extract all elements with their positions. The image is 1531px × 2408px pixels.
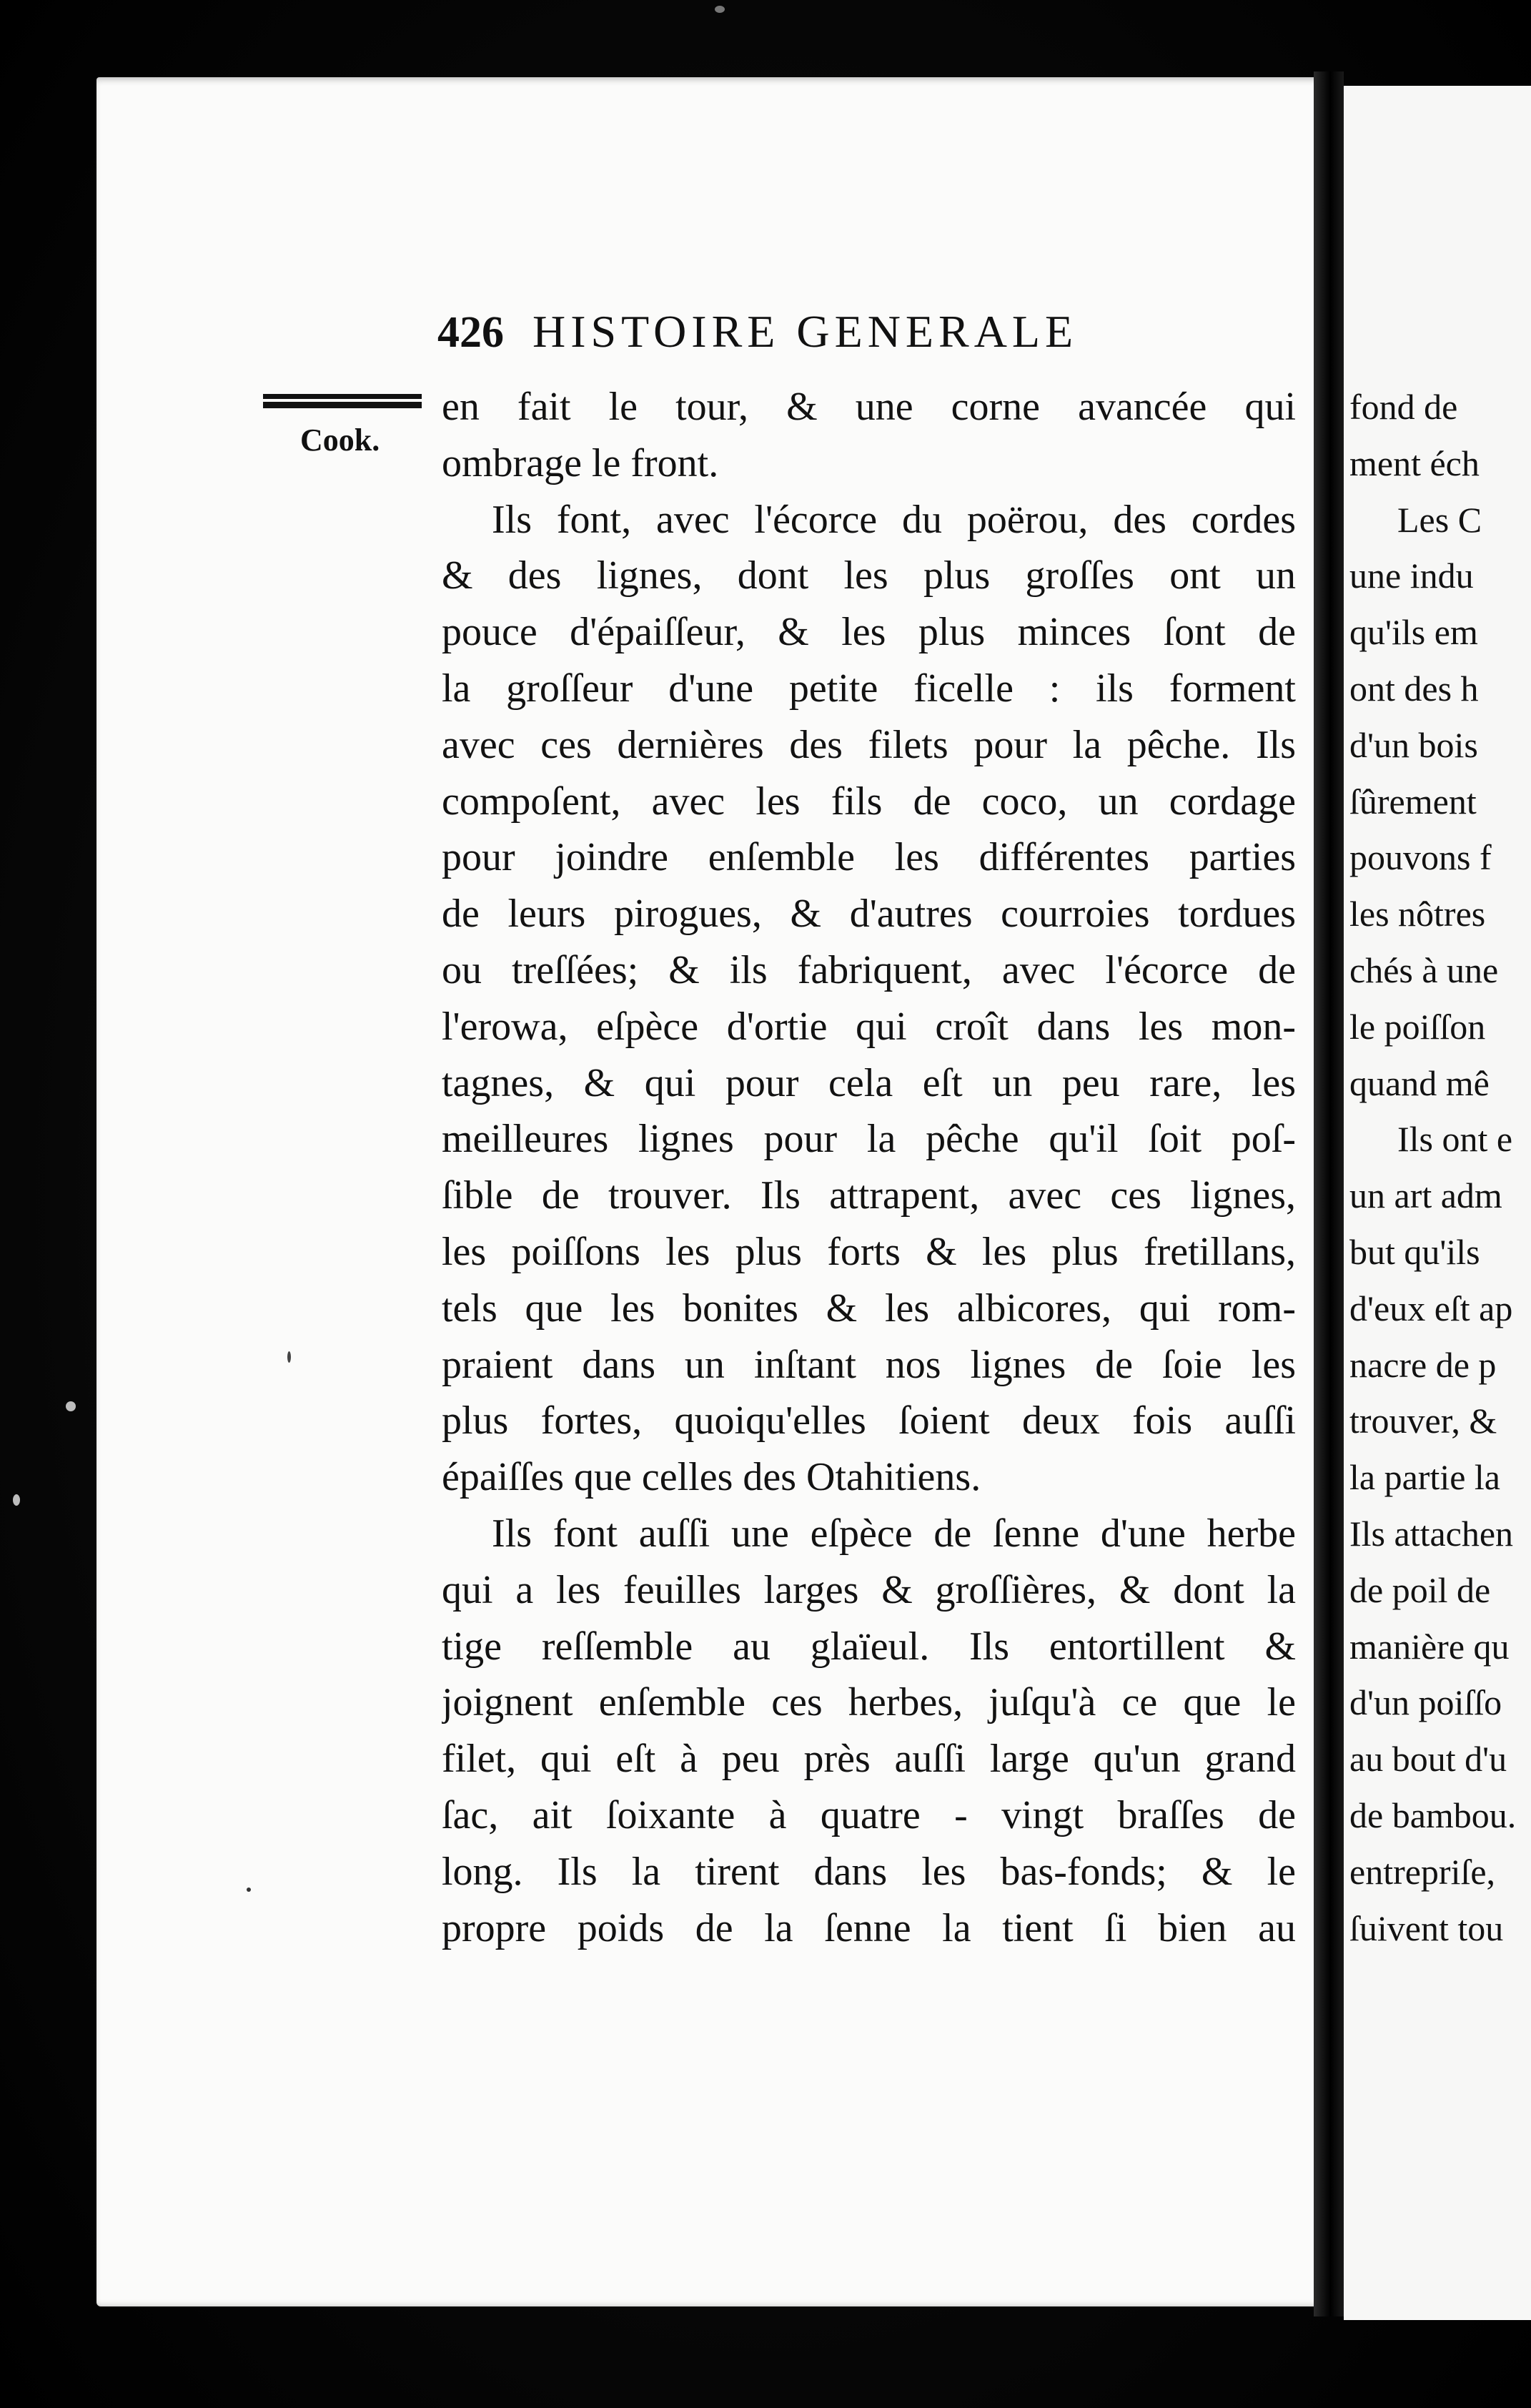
dust-speck [66, 1401, 76, 1411]
right-page-line: ſûrement [1349, 781, 1477, 821]
text-line: joignent enſemble ces herbes, juſqu'à ce que le [442, 1680, 1296, 1725]
body-text [442, 379, 1296, 1956]
text-line: pouce d'épaiſſeur, & les plus minces ſont de [442, 610, 1296, 655]
right-page-line: au bout d'u [1349, 1739, 1507, 1780]
right-page-line: d'un bois [1349, 724, 1478, 765]
text-line: Ils font, avec l'écorce du poërou, des cordes [492, 497, 1296, 542]
right-page-line: quand mê [1349, 1062, 1490, 1103]
rule-bar-top [263, 394, 422, 399]
right-page-line: fond de [1349, 387, 1458, 427]
page-number: 426 [437, 308, 504, 357]
rule-bar-bottom [263, 402, 422, 408]
right-page-line: manière qu [1349, 1626, 1510, 1667]
right-page-line: ont des h [1349, 668, 1479, 709]
right-page-line: un art adm [1349, 1175, 1502, 1216]
dust-speck [287, 1351, 291, 1363]
text-line: filet, qui eſt à peu près auſſi large qu'un grand [442, 1737, 1296, 1782]
page-header [437, 305, 1288, 370]
text-line: la groſſeur d'une petite ficelle : ils forment [442, 666, 1296, 711]
right-page-line: la partie la [1349, 1457, 1500, 1498]
right-page-line: pouvons f [1349, 837, 1492, 878]
text-line: les poiſſons les plus forts & les plus fretillans, [442, 1229, 1296, 1274]
right-page-line: Ils attachen [1349, 1513, 1514, 1554]
right-page-line: qu'ils em [1349, 612, 1478, 653]
text-line: praient dans un inſtant nos lignes de ſoie les [442, 1342, 1296, 1387]
right-page-line: entrepriſe, [1349, 1851, 1496, 1892]
right-page-line: les nôtres [1349, 894, 1486, 934]
book-gutter [1314, 71, 1344, 2316]
text-line: avec ces dernières des filets pour la pêche. Ils [442, 722, 1296, 767]
text-line: tels que les bonites & les albicores, qui rom- [442, 1286, 1296, 1331]
right-page-line: chés à une [1349, 949, 1499, 990]
dust-speck [715, 6, 725, 13]
right-page-line: Les C [1397, 499, 1482, 540]
text-line: en fait le tour, & une corne avancée qui [442, 385, 1296, 429]
text-line: Ils font auſſi une eſpèce de ſenne d'une herbe [492, 1511, 1296, 1556]
right-page-line: d'un poiſſo [1349, 1682, 1502, 1723]
text-line: long. Ils la tirent dans les bas-fonds; & le [442, 1849, 1296, 1894]
text-line: tagnes, & qui pour cela eſt un peu rare, les [442, 1060, 1296, 1105]
right-page-line: le poiſſon [1349, 1006, 1486, 1047]
right-page-line: d'eux eſt ap [1349, 1288, 1513, 1328]
right-page-line: de bambou. [1349, 1795, 1517, 1835]
right-page-line: nacre de p [1349, 1344, 1497, 1385]
right-page-line: Ils ont e [1397, 1119, 1513, 1160]
text-line: pour joindre enſemble les différentes parties [442, 835, 1296, 880]
running-head: HISTOIRE GENERALE [532, 306, 1079, 357]
dust-speck [247, 1888, 251, 1892]
text-line: l'erowa, eſpèce d'ortie qui croît dans les mon- [442, 1004, 1296, 1049]
text-line: ſible de trouver. Ils attrapent, avec ces lignes, [442, 1173, 1296, 1218]
text-line: compoſent, avec les fils de coco, un cordage [442, 779, 1296, 824]
text-line: & des lignes, dont les plus groſſes ont un [442, 553, 1296, 598]
right-page-text [1344, 379, 1531, 1956]
margin-rule-ornament [263, 394, 422, 410]
text-line: plus fortes, quoiqu'elles ſoient deux fois auſſi [442, 1398, 1296, 1444]
text-line: tige reſſemble au glaïeul. Ils entortillent & [442, 1624, 1296, 1669]
right-page-line: de poil de [1349, 1569, 1491, 1610]
dust-speck [13, 1494, 20, 1506]
right-page-line: ment éch [1349, 443, 1480, 483]
text-line: ombrage le front. [442, 440, 719, 485]
text-line: épaiſſes que celles des Otahitiens. [442, 1455, 981, 1500]
text-line: qui a les feuilles larges & groſſières, & dont la [442, 1567, 1296, 1612]
text-line: ſac, ait ſoixante à quatre - vingt braſſes de [442, 1792, 1296, 1837]
right-page-line: ſuivent tou [1349, 1908, 1504, 1948]
text-line: ou treſſées; & ils fabriquent, avec l'écorce de [442, 947, 1296, 992]
right-page-line: trouver, & [1349, 1401, 1497, 1441]
text-line: meilleures lignes pour la pêche qu'il ſoit poſ- [442, 1117, 1296, 1162]
right-page-line: but qu'ils [1349, 1231, 1480, 1272]
right-page-line: une indu [1349, 556, 1474, 596]
text-line: propre poids de la ſenne la tient ſi bien au [442, 1905, 1296, 1950]
text-line: de leurs pirogues, & d'autres courroies tordues [442, 892, 1296, 937]
margin-note: Cook. [300, 423, 380, 458]
